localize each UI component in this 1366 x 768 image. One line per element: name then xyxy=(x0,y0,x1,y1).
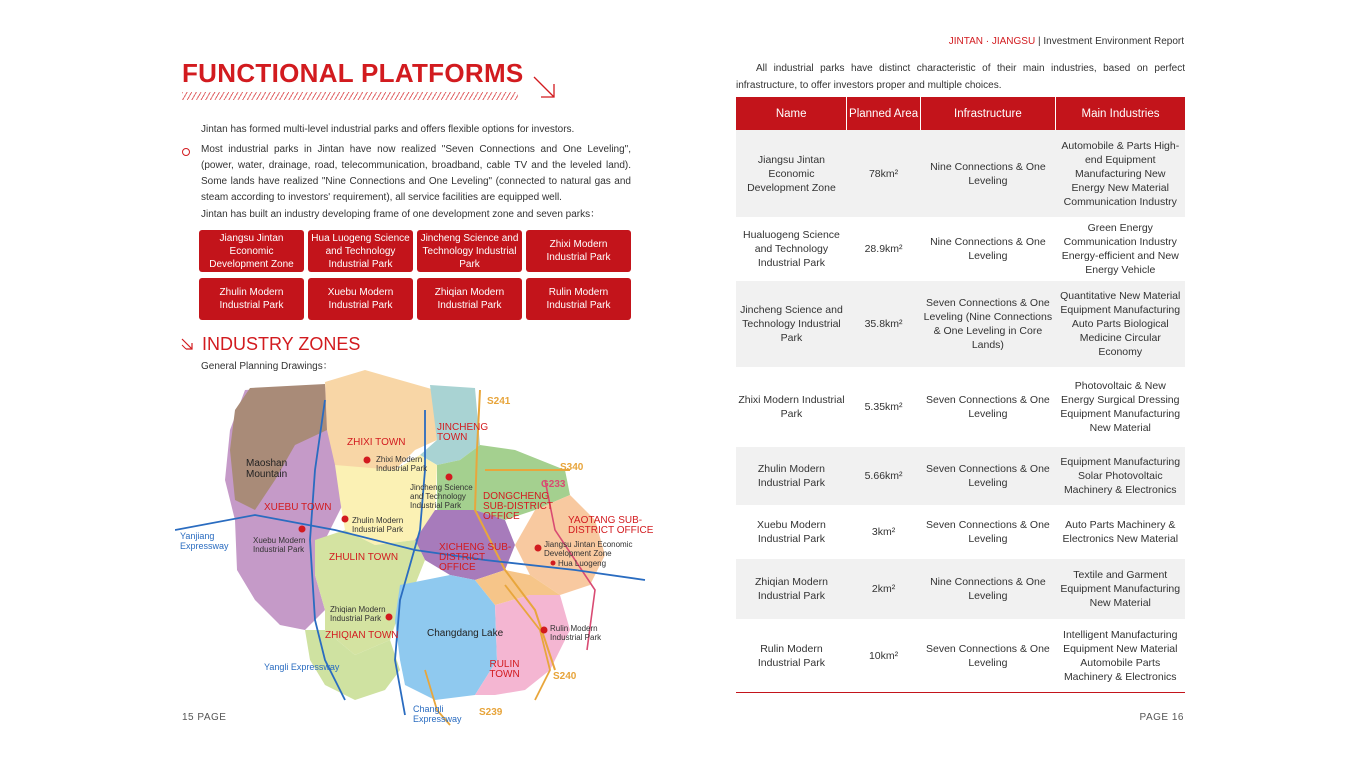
cell-infra: Seven Connections & One Leveling xyxy=(920,620,1055,692)
lake-label: Changdang Lake xyxy=(427,628,504,639)
cell-industries: Textile and Garment Equipment Manufacturing New Material xyxy=(1056,558,1185,620)
cell-infra: Seven Connections & One Leveling xyxy=(920,506,1055,558)
expressway-label: Yangli Expressway xyxy=(264,662,340,672)
park-label: Jincheng Science and Technology Industrial Park xyxy=(410,483,473,510)
road-label: S241 xyxy=(487,396,511,407)
table-row xyxy=(736,446,1185,506)
zone-button[interactable]: Hua Luogeng Science and Technology Industrial Park xyxy=(308,230,413,272)
cell-name: Rulin Modern Industrial Park xyxy=(736,620,847,692)
page-number-right: PAGE 16 xyxy=(1139,712,1184,723)
xuebu-town-label: XUEBU TOWN xyxy=(264,502,332,513)
cell-industries: Green Energy Communication Industry Energy-efficient and New Energy Vehicle xyxy=(1056,218,1185,280)
table-row xyxy=(736,368,1185,446)
table-intro: All industrial parks have distinct characteristic of their main industries, based on perfect infrastructure, to offer investors proper and multiple choices. xyxy=(736,63,1185,91)
road-label: G233 xyxy=(541,479,566,490)
park-label: Jiangsu Jintan Economic Development Zone xyxy=(544,540,633,558)
zone-button[interactable]: Xuebu Modern Industrial Park xyxy=(308,278,413,320)
cell-name: Jincheng Science and Technology Industrial Park xyxy=(736,280,847,368)
parks-table xyxy=(736,97,1185,693)
zhulin-town-label: ZHULIN TOWN xyxy=(329,552,399,563)
zhixi-town-label: ZHIXI TOWN xyxy=(347,437,406,448)
park-label: Rulin Modern Industrial Park xyxy=(550,624,602,642)
table-row xyxy=(736,130,1185,218)
cell-name: Hualuogeng Science and Technology Industrial Park xyxy=(736,218,847,280)
park-label: Zhixi Modern Industrial Park xyxy=(376,455,428,473)
header-report-title: Investment Environment Report xyxy=(1043,36,1184,47)
cell-area: 10km² xyxy=(847,620,920,692)
park-label: Zhiqian Modern Industrial Park xyxy=(330,605,386,623)
report-header xyxy=(949,36,1184,47)
frame-text: Jintan has built an industry developing frame of one development zone and seven parks： xyxy=(201,209,601,220)
road-label: S340 xyxy=(560,462,584,473)
cell-infra: Nine Connections & One Leveling xyxy=(920,130,1055,218)
zone-button[interactable]: Jincheng Science and Technology Industrial Park xyxy=(417,230,522,272)
header-location: JINTAN · JIANGSU xyxy=(948,36,1036,47)
drawings-label: General Planning Drawings： xyxy=(201,361,333,372)
cell-infra: Seven Connections & One Leveling xyxy=(920,446,1055,506)
cell-area: 28.9km² xyxy=(847,218,920,280)
xicheng-label: XICHENG SUB-DISTRICT OFFICE xyxy=(439,542,512,573)
column-header: Planned Area xyxy=(847,97,920,130)
zone-button[interactable]: Zhixi Modern Industrial Park xyxy=(526,230,631,272)
zone-button[interactable]: Zhulin Modern Industrial Park xyxy=(199,278,304,320)
cell-name: Zhiqian Modern Industrial Park xyxy=(736,558,847,620)
table-row xyxy=(736,620,1185,692)
rulin-town-label: RULIN TOWN xyxy=(489,659,520,680)
table-header-row xyxy=(736,97,1185,130)
cell-industries: Intelligent Manufacturing Equipment New Material Automobile Parts Machinery & Electronics xyxy=(1056,620,1185,692)
table-row xyxy=(736,280,1185,368)
table-row xyxy=(736,506,1185,558)
cell-infra: Seven Connections & One Leveling xyxy=(920,368,1055,446)
expressway-label: Changli Expressway xyxy=(413,704,462,724)
cell-industries: Equipment Manufacturing Solar Photovoltaic Machinery & Electronics xyxy=(1056,446,1185,506)
intro-text: Jintan has formed multi-level industrial parks and offers flexible options for investors. xyxy=(201,124,575,135)
cell-name: Xuebu Modern Industrial Park xyxy=(736,506,847,558)
header-separator: | xyxy=(1037,36,1041,47)
cell-area: 2km² xyxy=(847,558,920,620)
page-title: FUNCTIONAL PLATFORMS xyxy=(182,58,524,88)
cell-name: Zhulin Modern Industrial Park xyxy=(736,446,847,506)
cell-industries: Quantitative New Material Equipment Manufacturing Auto Parts Biological Medicine Circular Economy xyxy=(1056,280,1185,368)
cell-area: 3km² xyxy=(847,506,920,558)
yaotang-label: YAOTANG SUB-DISTRICT OFFICE xyxy=(568,515,654,536)
column-header: Name xyxy=(736,97,847,130)
dongcheng-label: DONGCHENG SUB-DISTRICT OFFICE xyxy=(483,491,553,522)
title-hatch-divider xyxy=(182,92,518,100)
cell-area: 5.35km² xyxy=(847,368,920,446)
park-label: Hua Luogeng xyxy=(558,559,607,568)
table-row xyxy=(736,218,1185,280)
park-label: Xuebu Modern Industrial Park xyxy=(253,536,306,554)
bullet-text: Most industrial parks in Jintan have now realized "Seven Connections and One Leveling", (power, water, drainage, road, telecommunication, broadband, cable TV and the leveled land). Some lands have realized "Nine Connections and One Leveling" (connected to natural gas and steam according to investors' requirement), all service facilities are equipped well. xyxy=(201,144,631,203)
arrow-down-right-icon xyxy=(531,74,557,100)
arrow-down-right-icon xyxy=(180,337,194,351)
cell-name: Zhixi Modern Industrial Park xyxy=(736,368,847,446)
table-row xyxy=(736,558,1185,620)
cell-name: Jiangsu Jintan Economic Development Zone xyxy=(736,130,847,218)
maoshan-label: Maoshan Mountain xyxy=(246,458,288,480)
cell-area: 5.66km² xyxy=(847,446,920,506)
zhiqian-town-label: ZHIQIAN TOWN xyxy=(325,630,399,641)
zone-grid xyxy=(199,230,631,322)
page-number-left: 15 PAGE xyxy=(182,712,227,723)
cell-infra: Seven Connections & One Leveling (Nine Connections & One Leveling in Core Lands) xyxy=(920,280,1055,368)
column-header: Main Industries xyxy=(1056,97,1185,130)
cell-industries: Auto Parts Machinery & Electronics New Material xyxy=(1056,506,1185,558)
road-label: S240 xyxy=(553,671,577,682)
zone-button[interactable]: Rulin Modern Industrial Park xyxy=(526,278,631,320)
park-label: Zhulin Modern Industrial Park xyxy=(352,516,404,534)
jincheng-town-label: JINCHENG TOWN xyxy=(437,422,489,443)
cell-area: 78km² xyxy=(847,130,920,218)
road-label: S239 xyxy=(479,707,503,718)
cell-area: 35.8km² xyxy=(847,280,920,368)
zone-button[interactable]: Zhiqian Modern Industrial Park xyxy=(417,278,522,320)
cell-infra: Nine Connections & One Leveling xyxy=(920,558,1055,620)
bullet-icon xyxy=(182,148,190,156)
expressway-label: Yanjiang Expressway xyxy=(180,531,229,551)
cell-industries: Photovoltaic & New Energy Surgical Dressing Equipment Manufacturing New Material xyxy=(1056,368,1185,446)
cell-industries: Automobile & Parts High-end Equipment Manufacturing New Energy New Material Communication Industry xyxy=(1056,130,1185,218)
cell-infra: Nine Connections & One Leveling xyxy=(920,218,1055,280)
column-header: Infrastructure xyxy=(920,97,1055,130)
zone-button[interactable]: Jiangsu Jintan Economic Development Zone xyxy=(199,230,304,272)
section-title: INDUSTRY ZONES xyxy=(202,334,361,354)
